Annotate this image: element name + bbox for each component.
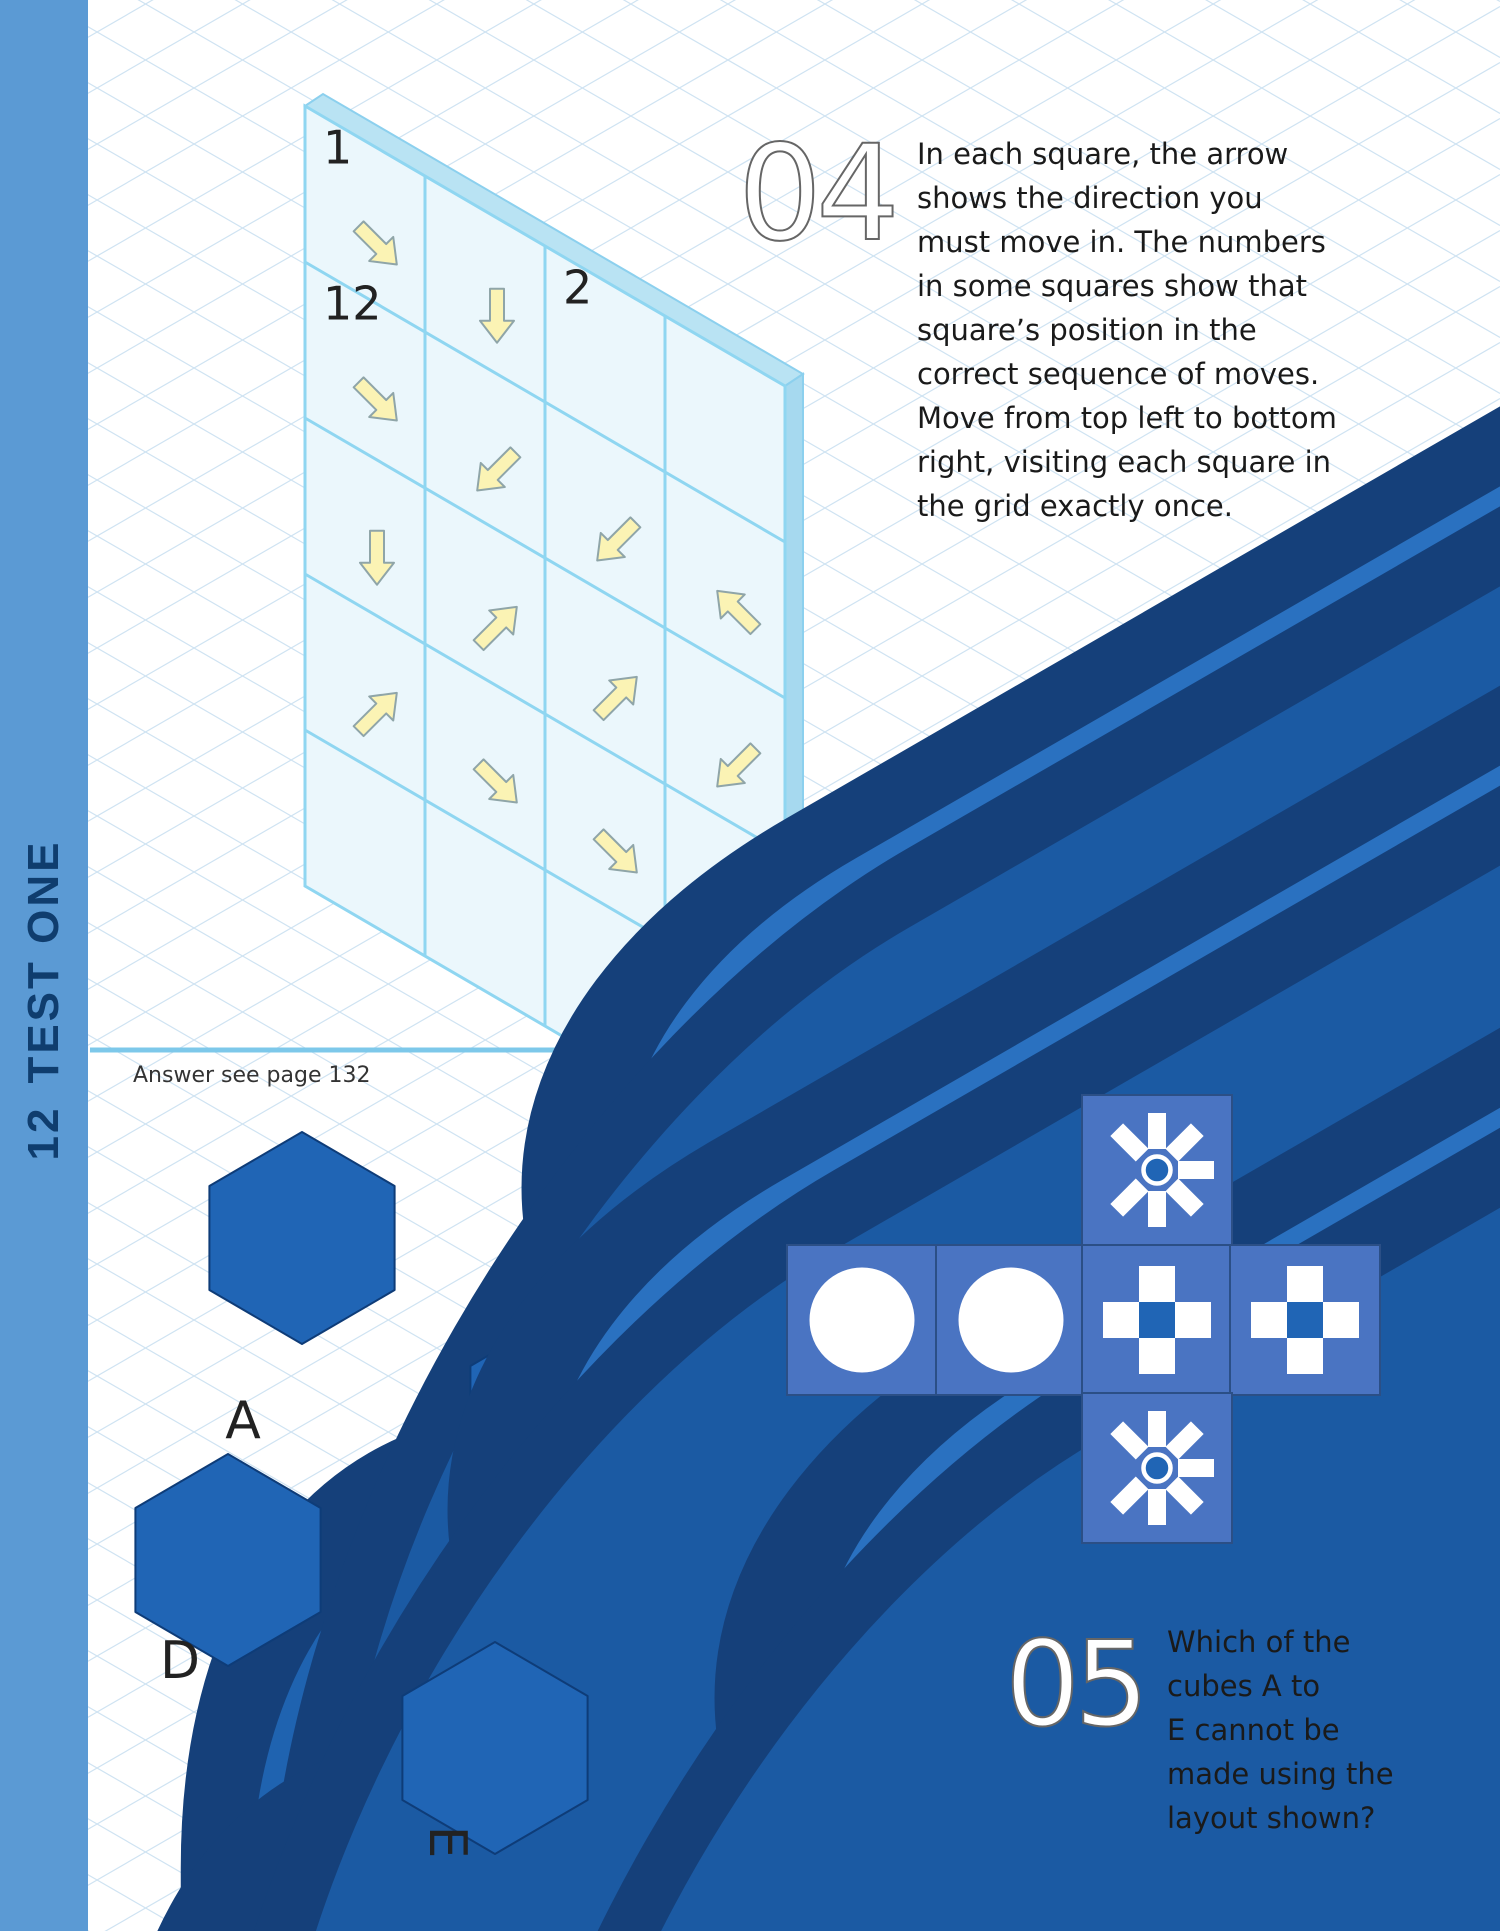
instruction-line: shows the direction you	[917, 181, 1263, 215]
question-line: made using the	[1167, 1757, 1394, 1791]
instruction-line: correct sequence of moves.	[917, 357, 1320, 391]
star-spoke	[1148, 1489, 1166, 1525]
question-line: Which of the	[1167, 1625, 1351, 1659]
page-number: 12	[19, 1105, 68, 1161]
section-title: TEST ONE	[19, 839, 68, 1084]
net-face-circle	[936, 1245, 1086, 1395]
net-face-star	[1082, 1393, 1232, 1543]
star-spoke	[1178, 1459, 1214, 1477]
net-face-circle	[787, 1245, 937, 1395]
cell-number: 2	[563, 260, 593, 315]
puzzle-05-question	[1167, 1620, 1394, 1840]
instruction-line: Move from top left to bottom	[917, 401, 1337, 435]
checker-square	[1175, 1302, 1211, 1338]
star-spoke	[1148, 1113, 1166, 1149]
checker-square	[1139, 1338, 1175, 1374]
star-hub	[1144, 1157, 1171, 1184]
cell-number: 12	[323, 276, 382, 331]
cube-body	[209, 1132, 394, 1344]
instruction-line: right, visiting each square in	[917, 445, 1332, 479]
question-line: layout shown?	[1167, 1801, 1376, 1835]
instruction-line: must move in. The numbers	[917, 225, 1326, 259]
question-line: cubes A to	[1167, 1669, 1321, 1703]
instruction-line: in some squares show that	[917, 269, 1307, 303]
checker-square	[1251, 1302, 1287, 1338]
question-line: E cannot be	[1167, 1713, 1340, 1747]
circle-symbol	[810, 1268, 915, 1373]
checker-gap	[1287, 1302, 1323, 1338]
checker-square	[1103, 1302, 1139, 1338]
star-spoke	[1148, 1191, 1166, 1227]
puzzle-number-04: 04	[738, 117, 894, 271]
checker-gap	[1139, 1302, 1175, 1338]
cube-label: A	[225, 1391, 261, 1451]
circle-symbol	[959, 1268, 1064, 1373]
star-hub	[1144, 1455, 1171, 1482]
instruction-line: square’s position in the	[917, 313, 1257, 347]
cell-number: 1	[323, 120, 353, 175]
answer-reference-05: Answer see page 132	[133, 1063, 371, 1088]
instruction-line: In each square, the arrow	[917, 137, 1289, 171]
puzzle-number-05: 05	[1005, 1615, 1144, 1753]
star-spoke	[1178, 1161, 1214, 1179]
checker-square	[1287, 1338, 1323, 1374]
checker-square	[1287, 1266, 1323, 1302]
net-face-checker	[1230, 1245, 1380, 1395]
net-face-star	[1082, 1095, 1232, 1245]
cube-label: D	[159, 1631, 201, 1691]
cube-label: E	[417, 1825, 477, 1859]
net-face-checker	[1082, 1245, 1232, 1395]
checker-square	[1139, 1266, 1175, 1302]
instruction-line: the grid exactly once.	[917, 489, 1233, 523]
star-spoke	[1148, 1411, 1166, 1447]
checker-square	[1323, 1302, 1359, 1338]
